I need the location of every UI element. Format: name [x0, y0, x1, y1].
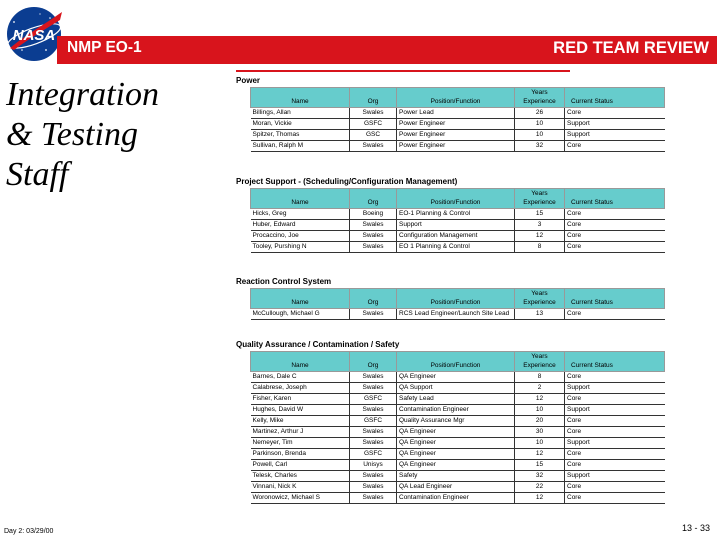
header-position: Position/Function [397, 289, 515, 309]
cell-org: GSFC [350, 416, 397, 427]
cell-position: QA Lead Engineer [397, 482, 515, 493]
cell-position: QA Support [397, 383, 515, 394]
cell-name: Moran, Vickie [251, 119, 350, 130]
header-position: Position/Function [397, 352, 515, 372]
staff-section [236, 340, 665, 504]
cell-position: QA Engineer [397, 460, 515, 471]
table-header-row [251, 289, 665, 309]
cell-name: Kelly, Mike [251, 416, 350, 427]
cell-years: 32 [515, 471, 565, 482]
cell-years: 13 [515, 309, 565, 320]
header-position: Position/Function [397, 189, 515, 209]
page-number: 13 - 33 [681, 523, 710, 533]
cell-years: 8 [515, 242, 565, 253]
table-row [251, 309, 665, 320]
cell-position: EO-1 Planning & Control [397, 209, 515, 220]
header-years-line1: Years [531, 89, 548, 96]
header-years-line1: Years [531, 353, 548, 360]
cell-status: Core [565, 427, 665, 438]
table-row [251, 460, 665, 471]
header-name: Name [251, 189, 350, 209]
logo-text: NASA [12, 27, 56, 44]
header-org: Org [350, 289, 397, 309]
cell-org: Unisys [350, 460, 397, 471]
slide-title-line: Staff [6, 156, 69, 193]
cell-status: Core [565, 493, 665, 504]
cell-position: Power Engineer [397, 130, 515, 141]
cell-name: Powell, Carl [251, 460, 350, 471]
cell-name: Barnes, Dale C [251, 372, 350, 383]
cell-org: Swales [350, 427, 397, 438]
cell-org: Swales [350, 438, 397, 449]
section-title: Project Support - (Scheduling/Configuration Management) [236, 177, 458, 186]
staff-table [250, 87, 665, 152]
cell-name: McCullough, Michael G [251, 309, 350, 320]
cell-years: 10 [515, 119, 565, 130]
header-years-line2: Experience [523, 362, 556, 369]
table-row [251, 493, 665, 504]
staff-table [250, 288, 665, 320]
cell-years: 32 [515, 141, 565, 152]
cell-position: QA Engineer [397, 438, 515, 449]
cell-position: QA Engineer [397, 449, 515, 460]
cell-org: Swales [350, 405, 397, 416]
cell-org: GSC [350, 130, 397, 141]
cell-years: 12 [515, 449, 565, 460]
cell-status: Core [565, 394, 665, 405]
cell-position: QA Engineer [397, 372, 515, 383]
cell-status: Support [565, 130, 665, 141]
cell-position: Configuration Management [397, 231, 515, 242]
table-row [251, 482, 665, 493]
cell-years: 12 [515, 394, 565, 405]
cell-position: Safety [397, 471, 515, 482]
cell-name: Calabrese, Joseph [251, 383, 350, 394]
table-row [251, 383, 665, 394]
cell-years: 15 [515, 460, 565, 471]
cell-org: Swales [350, 471, 397, 482]
table-row [251, 130, 665, 141]
table-row [251, 242, 665, 253]
cell-years: 10 [515, 438, 565, 449]
cell-status: Core [565, 482, 665, 493]
cell-years: 3 [515, 220, 565, 231]
table-row [251, 427, 665, 438]
cell-status: Support [565, 405, 665, 416]
header-status: Current Status [565, 189, 665, 209]
cell-org: Swales [350, 372, 397, 383]
cell-position: QA Engineer [397, 427, 515, 438]
cell-position: Power Engineer [397, 119, 515, 130]
slide-title-line: & Testing [6, 116, 138, 153]
table-row [251, 449, 665, 460]
cell-org: Swales [350, 309, 397, 320]
cell-name: Tooley, Purshing N [251, 242, 350, 253]
cell-position: Power Lead [397, 108, 515, 119]
header-status: Current Status [565, 289, 665, 309]
cell-org: Swales [350, 482, 397, 493]
cell-name: Billings, Allan [251, 108, 350, 119]
cell-years: 10 [515, 130, 565, 141]
cell-org: Swales [350, 108, 397, 119]
table-row [251, 438, 665, 449]
header-org: Org [350, 88, 397, 108]
project-name: NMP EO-1 [67, 39, 142, 56]
staff-section [236, 76, 665, 152]
header-rule [236, 70, 570, 72]
section-title: Reaction Control System [236, 277, 332, 286]
cell-status: Core [565, 231, 665, 242]
header-name: Name [251, 352, 350, 372]
cell-org: Swales [350, 493, 397, 504]
staff-table [250, 351, 665, 504]
header-status: Current Status [565, 88, 665, 108]
header-position: Position/Function [397, 88, 515, 108]
cell-position: Contamination Engineer [397, 493, 515, 504]
table-row [251, 471, 665, 482]
header-years-line1: Years [531, 290, 548, 297]
cell-status: Core [565, 416, 665, 427]
cell-position: Contamination Engineer [397, 405, 515, 416]
table-header-row [251, 189, 665, 209]
header-name: Name [251, 88, 350, 108]
table-row [251, 141, 665, 152]
table-row [251, 394, 665, 405]
slide-title [6, 75, 216, 195]
cell-name: Hicks, Greg [251, 209, 350, 220]
cell-name: Sullivan, Ralph M [251, 141, 350, 152]
table-row [251, 119, 665, 130]
cell-position: EO 1 Planning & Control [397, 242, 515, 253]
slide-title-line: Integration [6, 76, 159, 113]
cell-status: Support [565, 471, 665, 482]
header-status: Current Status [565, 352, 665, 372]
cell-status: Support [565, 438, 665, 449]
cell-years: 12 [515, 493, 565, 504]
table-row [251, 372, 665, 383]
cell-org: Swales [350, 220, 397, 231]
cell-name: Spitzer, Thomas [251, 130, 350, 141]
cell-org: Swales [350, 231, 397, 242]
header-years [515, 189, 565, 209]
cell-name: Fisher, Karen [251, 394, 350, 405]
cell-status: Support [565, 383, 665, 394]
cell-years: 22 [515, 482, 565, 493]
cell-status: Core [565, 209, 665, 220]
cell-name: Huber, Edward [251, 220, 350, 231]
cell-years: 12 [515, 231, 565, 242]
cell-position: Safety Lead [397, 394, 515, 405]
table-row [251, 108, 665, 119]
header-org: Org [350, 189, 397, 209]
cell-name: Telesk, Charles [251, 471, 350, 482]
cell-org: GSFC [350, 449, 397, 460]
cell-org: Boeing [350, 209, 397, 220]
header-years [515, 289, 565, 309]
cell-status: Core [565, 141, 665, 152]
cell-position: Support [397, 220, 515, 231]
header-years-line2: Experience [523, 199, 556, 206]
cell-years: 26 [515, 108, 565, 119]
table-row [251, 220, 665, 231]
header-name: Name [251, 289, 350, 309]
cell-years: 10 [515, 405, 565, 416]
cell-name: Vinnani, Nick K [251, 482, 350, 493]
cell-years: 2 [515, 383, 565, 394]
review-title: RED TEAM REVIEW [553, 39, 709, 57]
cell-status: Core [565, 372, 665, 383]
staff-section [236, 177, 665, 253]
cell-status: Core [565, 309, 665, 320]
header-years [515, 88, 565, 108]
cell-position: Quality Assurance Mgr [397, 416, 515, 427]
table-header-row [251, 352, 665, 372]
cell-years: 20 [515, 416, 565, 427]
header-banner [57, 36, 717, 64]
header-years [515, 352, 565, 372]
cell-status: Support [565, 119, 665, 130]
section-title: Quality Assurance / Contamination / Safety [236, 340, 400, 349]
table-header-row [251, 88, 665, 108]
cell-name: Martinez, Arthur J [251, 427, 350, 438]
cell-position: RCS Lead Engineer/Launch Site Lead [397, 309, 515, 320]
header-years-line2: Experience [523, 98, 556, 105]
cell-years: 30 [515, 427, 565, 438]
cell-status: Core [565, 242, 665, 253]
cell-years: 8 [515, 372, 565, 383]
cell-position: Power Engineer [397, 141, 515, 152]
table-row [251, 231, 665, 242]
header-years-line1: Years [531, 190, 548, 197]
cell-org: Swales [350, 383, 397, 394]
table-row [251, 405, 665, 416]
cell-years: 15 [515, 209, 565, 220]
footer-date: Day 2: 03/29/00 [4, 528, 54, 535]
header-years-line2: Experience [523, 299, 556, 306]
cell-name: Hughes, David W [251, 405, 350, 416]
cell-org: Swales [350, 141, 397, 152]
cell-org: GSFC [350, 119, 397, 130]
cell-name: Nemeyer, Tim [251, 438, 350, 449]
cell-status: Core [565, 108, 665, 119]
cell-status: Core [565, 460, 665, 471]
cell-status: Core [565, 449, 665, 460]
cell-status: Core [565, 220, 665, 231]
cell-org: GSFC [350, 394, 397, 405]
table-row [251, 209, 665, 220]
staff-section [236, 277, 665, 320]
cell-org: Swales [350, 242, 397, 253]
staff-table [250, 188, 665, 253]
table-row [251, 416, 665, 427]
cell-name: Parkinson, Brenda [251, 449, 350, 460]
cell-name: Procaccino, Joe [251, 231, 350, 242]
header-org: Org [350, 352, 397, 372]
section-title: Power [236, 76, 261, 85]
cell-name: Woronowicz, Michael S [251, 493, 350, 504]
